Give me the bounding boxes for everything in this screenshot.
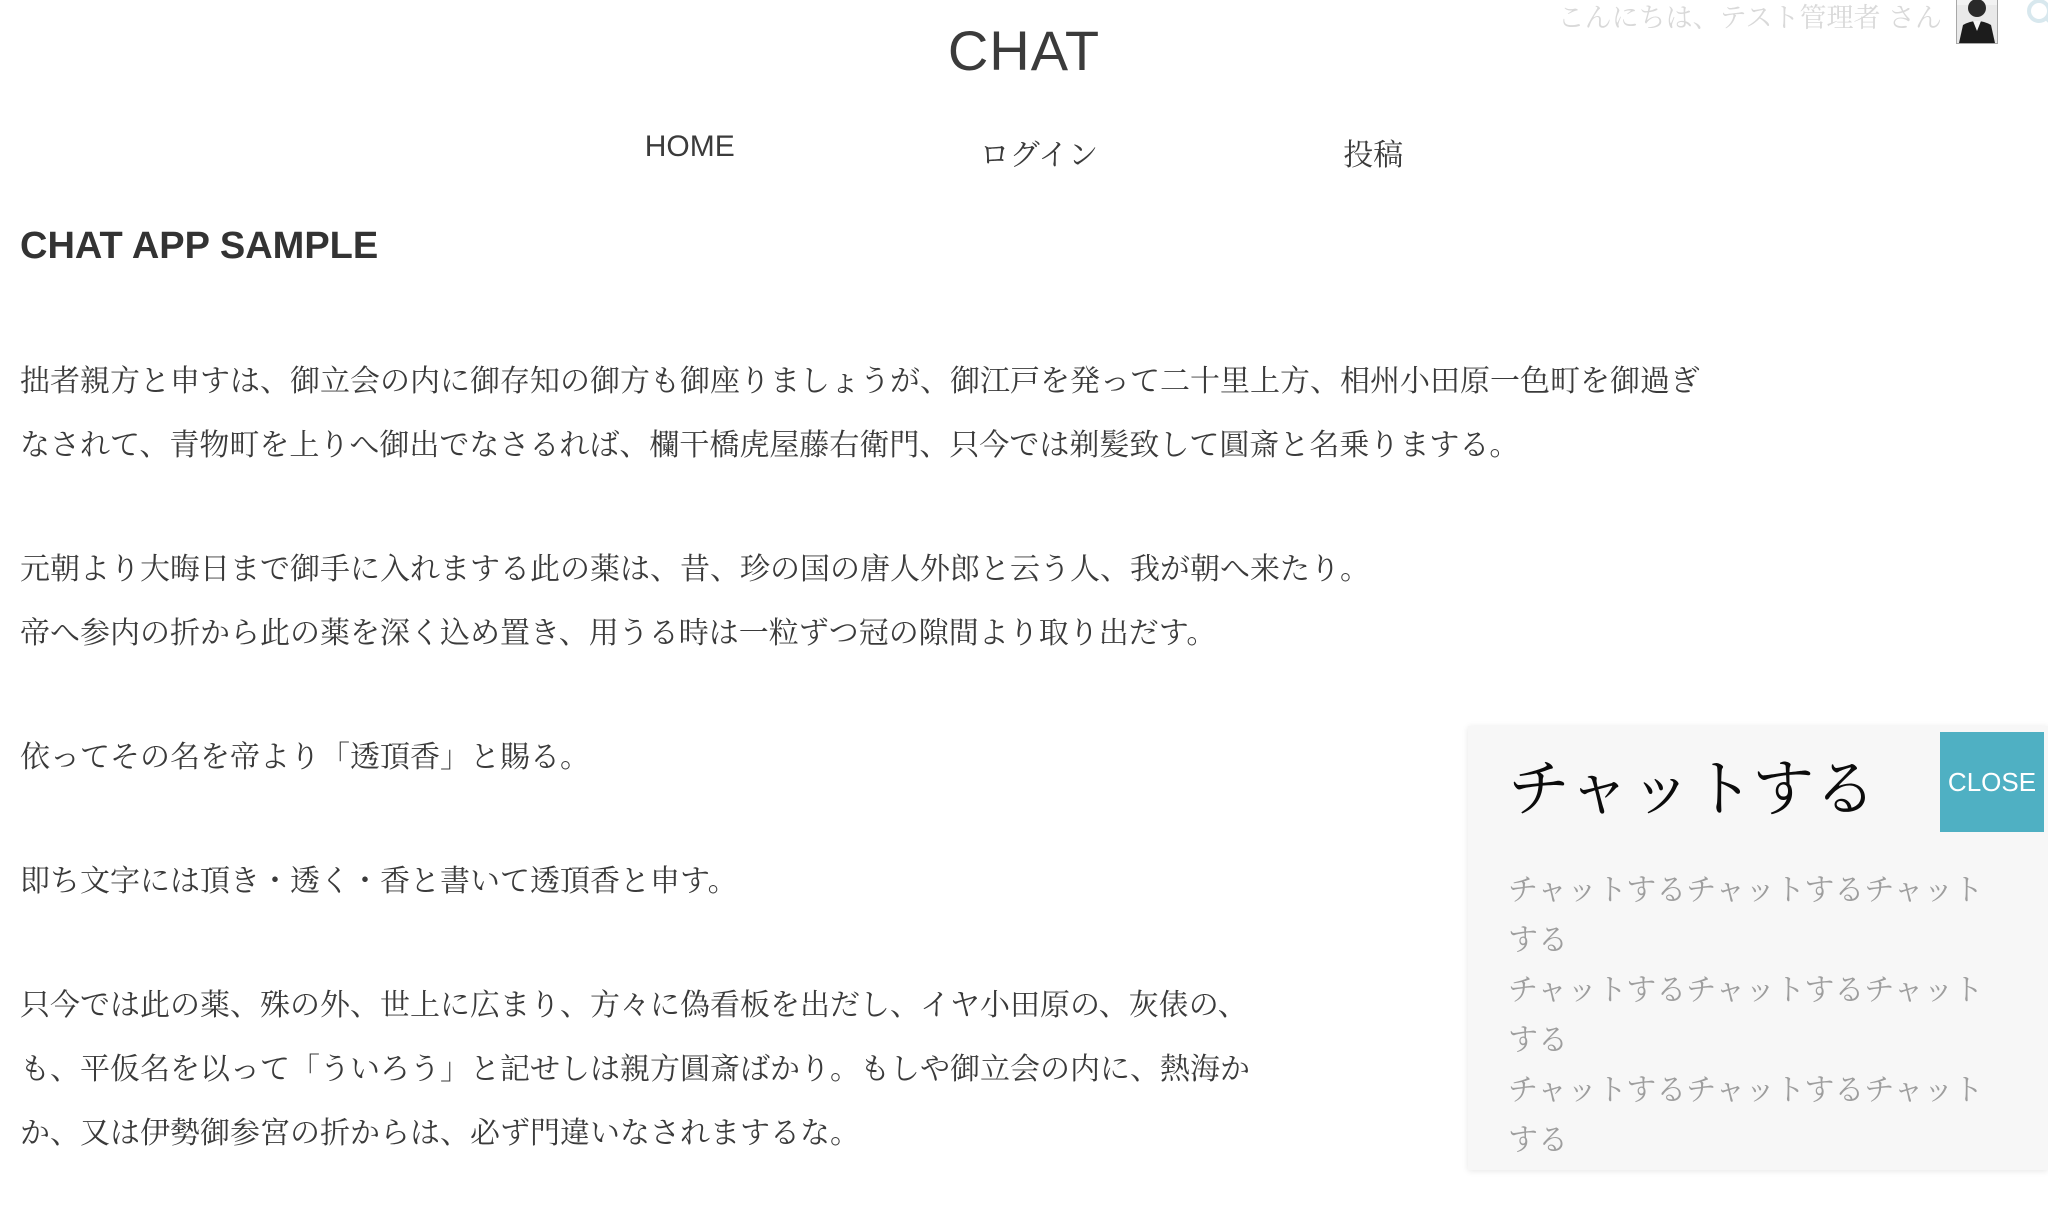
greeting-text: こんにちは、テスト管理者 さん <box>1557 3 1942 33</box>
paragraph-line: 即ち文字には頂き・透く・香と書いて透頂香と申す。 <box>20 865 738 898</box>
paragraph-line: 元朝より大晦日まで御手に入れまする此の薬は、昔、珍の国の唐人外郎と云う人、我が朝へ来たり。 <box>20 553 1370 586</box>
paragraph-line: 帝へ参内の折から此の薬を深く込め置き、用うる時は一粒ずつ冠の隙間より取り出だす。 <box>20 617 1217 650</box>
chat-message-item: チャットするチャットするチャットする <box>1508 974 1984 1057</box>
paragraph-line: なされて、青物町を上りへ御出でなさるれば、欄干橋虎屋藤右衛門、只今では剃髪致して圓斎と名乗りまする。 <box>20 429 1520 462</box>
page-heading: CHAT APP SAMPLE <box>20 225 379 267</box>
chat-message-item: チャットするチャットするチャットする <box>1508 1074 1984 1157</box>
paragraph-line: も、平仮名を以って「ういろう」と記せしは親方圓斎ばかり。もしや御立会の内に、熱海か <box>20 1053 1250 1086</box>
paragraph-line: 依ってその名を帝より「透頂香」と賜る。 <box>20 741 590 774</box>
chat-widget <box>1468 726 2048 1170</box>
paragraph <box>20 350 2028 478</box>
chat-widget-title: チャットする <box>1508 755 1877 824</box>
site-title: CHAT <box>947 19 1101 82</box>
nav-link-post[interactable]: 投稿 <box>1343 139 1404 172</box>
chat-message-list <box>1508 866 2008 1166</box>
main-nav <box>0 130 2048 174</box>
nav-link-home[interactable]: HOME <box>644 130 735 163</box>
nav-link-login[interactable]: ログイン <box>979 139 1099 172</box>
chat-message-item: チャットするチャットするチャットする <box>1508 874 1984 957</box>
paragraph <box>20 538 2028 666</box>
paragraph-line: 只今では此の薬、殊の外、世上に広まり、方々に偽看板を出だし、イヤ小田原の、灰俵の、 <box>20 989 1248 1022</box>
paragraph-line: か、又は伊勢御参宮の折からは、必ず門違いなされまするな。 <box>20 1117 860 1150</box>
chat-close-button[interactable]: CLOSE <box>1940 732 2044 832</box>
paragraph-line: 拙者親方と申すは、御立会の内に御存知の御方も御座りましょうが、御江戸を発って二十里上方、相州小田原一色町を御過ぎ <box>20 365 1700 398</box>
